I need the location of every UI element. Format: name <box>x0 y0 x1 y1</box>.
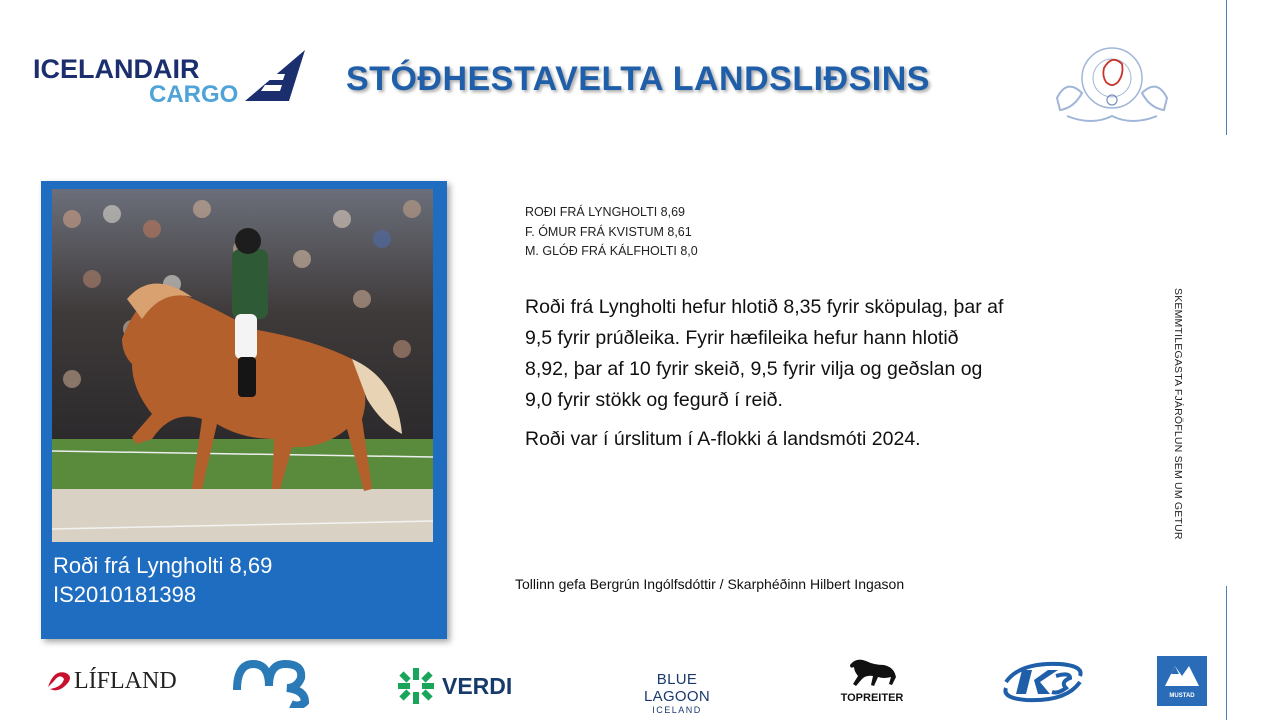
right-rule-top <box>1226 0 1227 135</box>
horse-card <box>41 181 447 639</box>
mustad-mountain-icon <box>1157 656 1207 692</box>
pedigree-horse: ROÐI FRÁ LYNGHOLTI 8,69 <box>525 205 685 219</box>
card-caption <box>53 551 272 609</box>
sponsor-ks-logo[interactable] <box>1000 658 1086 706</box>
sponsor-lifland-label: LÍFLAND <box>74 668 177 694</box>
icelandair-cargo-logo <box>33 50 308 105</box>
description-paragraph-2: Roði var í úrslitum í A-flokki á landsmóti 2024. <box>525 428 921 450</box>
pedigree-sire: F. ÓMUR FRÁ KVISTUM 8,61 <box>525 224 692 239</box>
topreiter-horse-icon <box>844 655 900 689</box>
vertical-slogan: SKEMMTILEGASTA FJÁRÖFLUN SEM UM GETUR <box>1172 288 1184 540</box>
sponsor-topreiter-label: TOPREITER <box>840 692 904 704</box>
sponsor-topreiter[interactable] <box>826 655 918 705</box>
sponsor-verdi-label: VERDI <box>442 673 513 699</box>
sponsor-blue-lagoon-sub: ICELAND <box>652 705 702 715</box>
sponsor-mustad[interactable] <box>1157 656 1207 706</box>
sponsor-blue-lagoon-label: BLUE LAGOON <box>644 671 710 705</box>
sponsor-mustad-label: MUSTAD <box>1169 693 1195 699</box>
horse-and-rider-photo <box>52 189 433 542</box>
landssamband-hestamannafelaga-seal-icon <box>1052 38 1172 128</box>
lifland-swirl-icon <box>44 665 76 697</box>
logo-text-icelandair: ICELANDAIR <box>33 54 200 84</box>
card-caption-id: IS2010181398 <box>53 582 197 607</box>
pedigree-block <box>525 203 698 262</box>
page-title: STÓÐHESTAVELTA LANDSLIÐSINS <box>346 60 930 98</box>
sponsor-verdi[interactable] <box>396 666 526 706</box>
description-paragraph-1: Roði frá Lyngholti hefur hlotið 8,35 fyrir sköpulag, þar af 9,5 fyrir prúðleika. Fyrir hæfileika hefur hann hlotið 8,92, þar af 10 fyrir skeið, 9,5 fyrir vilja og geðslan og 9,0 fyrir stökk og fegurð í reið. <box>525 296 1004 411</box>
pedigree-dam: M. GLÓÐ FRÁ KÁLFHOLTI 8,0 <box>525 244 698 258</box>
description <box>525 292 1005 463</box>
verdi-burst-icon <box>396 666 436 706</box>
right-rule-bottom <box>1226 586 1227 720</box>
card-caption-name: Roði frá Lyngholti 8,69 <box>53 553 273 578</box>
logo-text-cargo: CARGO <box>149 81 239 105</box>
sponsor-ms-logo[interactable] <box>233 658 315 708</box>
donor-line: Tollinn gefa Bergrún Ingólfsdóttir / Skarphéðinn Hilbert Ingason <box>515 576 905 592</box>
sponsor-blue-lagoon[interactable] <box>622 671 732 715</box>
sponsor-lifland[interactable] <box>44 662 184 698</box>
